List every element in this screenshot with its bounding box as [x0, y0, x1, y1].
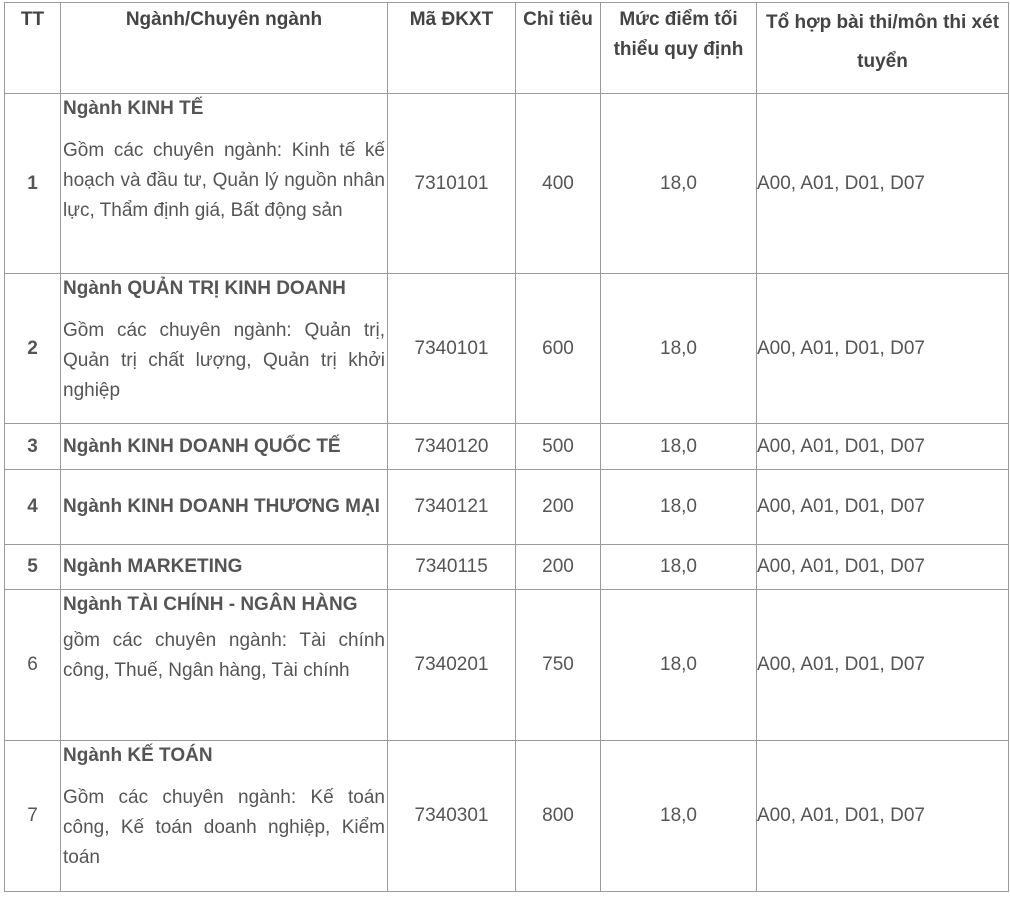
major-code: 7340201	[388, 590, 516, 741]
table-row	[5, 590, 1009, 741]
table-row	[5, 545, 1009, 590]
quota: 200	[516, 545, 601, 590]
min-score: 18,0	[601, 545, 757, 590]
min-score: 18,0	[601, 274, 757, 424]
major-code: 7340101	[388, 274, 516, 424]
min-score: 18,0	[601, 590, 757, 741]
row-index: 6	[5, 590, 61, 741]
table-row	[5, 470, 1009, 545]
subject-combination: A00, A01, D01, D07	[757, 590, 1009, 741]
major-title: Ngành TÀI CHÍNH - NGÂN HÀNG	[63, 594, 358, 615]
major-cell	[61, 274, 388, 424]
quota: 500	[516, 424, 601, 470]
table-header-row	[5, 3, 1009, 94]
min-score: 18,0	[601, 470, 757, 545]
subject-combination: A00, A01, D01, D07	[757, 545, 1009, 590]
major-code: 7340120	[388, 424, 516, 470]
major-title: Ngành MARKETING	[63, 556, 243, 577]
min-score: 18,0	[601, 424, 757, 470]
major-description: Gồm các chuyên ngành: Kế toán công, Kế toán doanh nghiệp, Kiểm toán	[63, 787, 385, 868]
major-code: 7340301	[388, 741, 516, 892]
row-index: 1	[5, 94, 61, 274]
major-cell	[61, 545, 388, 590]
major-description: Gồm các chuyên ngành: Quản trị, Quản trị chất lượng, Quản trị khởi nghiệp	[63, 320, 385, 401]
major-code: 7310101	[388, 94, 516, 274]
major-cell	[61, 741, 388, 892]
subject-combination: A00, A01, D01, D07	[757, 94, 1009, 274]
row-index: 2	[5, 274, 61, 424]
header-major: Ngành/Chuyên ngành	[61, 3, 388, 94]
table-row	[5, 741, 1009, 892]
major-cell	[61, 470, 388, 545]
admissions-table	[4, 2, 1009, 892]
major-title: Ngành KẾ TOÁN	[63, 745, 213, 766]
quota: 800	[516, 741, 601, 892]
major-title: Ngành KINH DOANH THƯƠNG MẠI	[63, 496, 380, 517]
major-cell	[61, 94, 388, 274]
major-cell	[61, 590, 388, 741]
row-index: 7	[5, 741, 61, 892]
quota: 400	[516, 94, 601, 274]
subject-combination: A00, A01, D01, D07	[757, 741, 1009, 892]
row-index: 3	[5, 424, 61, 470]
header-tt: TT	[5, 3, 61, 94]
row-index: 4	[5, 470, 61, 545]
table-row	[5, 274, 1009, 424]
major-code: 7340115	[388, 545, 516, 590]
header-combination: Tổ hợp bài thi/môn thi xét tuyển	[757, 3, 1009, 94]
min-score: 18,0	[601, 741, 757, 892]
major-description: Gồm các chuyên ngành: Kinh tế kế hoạch và đầu tư, Quản lý nguồn nhân lực, Thẩm định giá, Bất động sản	[63, 140, 385, 221]
row-index: 5	[5, 545, 61, 590]
quota: 200	[516, 470, 601, 545]
quota: 600	[516, 274, 601, 424]
major-cell	[61, 424, 388, 470]
header-quota: Chỉ tiêu	[516, 3, 601, 94]
subject-combination: A00, A01, D01, D07	[757, 424, 1009, 470]
header-min-score: Mức điểm tối thiểu quy định	[601, 3, 757, 94]
subject-combination: A00, A01, D01, D07	[757, 274, 1009, 424]
subject-combination: A00, A01, D01, D07	[757, 470, 1009, 545]
table-row	[5, 94, 1009, 274]
quota: 750	[516, 590, 601, 741]
min-score: 18,0	[601, 94, 757, 274]
table-row	[5, 424, 1009, 470]
major-description: gồm các chuyên ngành: Tài chính công, Thuế, Ngân hàng, Tài chính	[63, 630, 385, 681]
major-title: Ngành QUẢN TRỊ KINH DOANH	[63, 278, 346, 299]
major-title: Ngành KINH DOANH QUỐC TẾ	[63, 435, 341, 457]
major-code: 7340121	[388, 470, 516, 545]
header-code: Mã ĐKXT	[388, 3, 516, 94]
major-title: Ngành KINH TẾ	[63, 98, 204, 119]
